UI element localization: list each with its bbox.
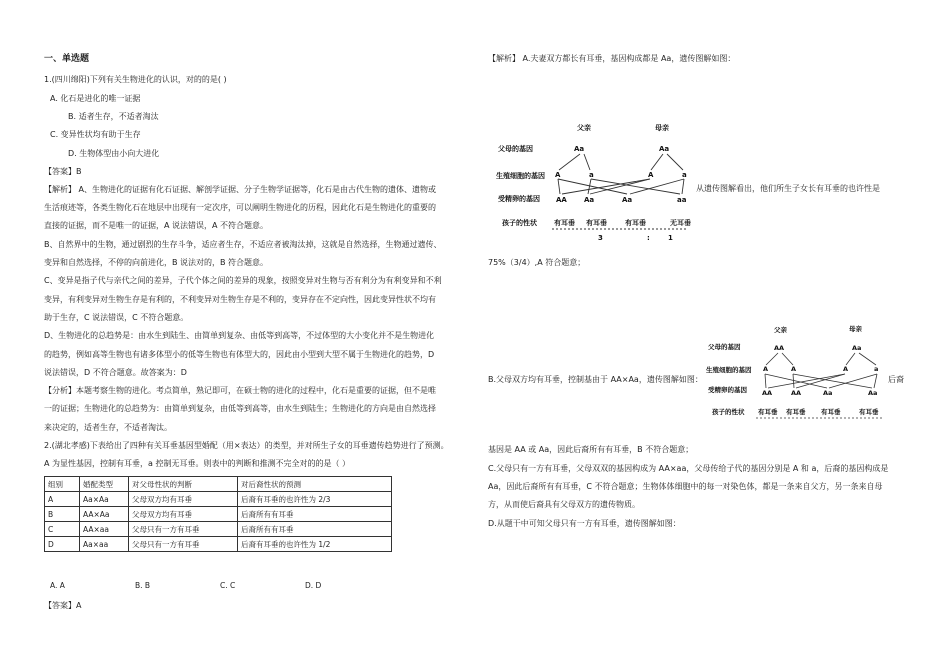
q2-choices: [50, 581, 390, 590]
b-text: B.父母双方均有耳垂，控制基由于 AA×Aa，遗传图解如图：: [488, 375, 703, 384]
q1-analysis-line: D、生物进化的总趋势是：由水生到陆生、由简单到复杂、由低等到高等，不过体型的大小变化并不是生物进化: [44, 331, 435, 340]
diagram-row-label: 父母的基因: [498, 145, 533, 153]
table-cell: 后裔所有有耳垂: [238, 507, 392, 522]
table-row: [45, 492, 392, 507]
table-cell: 父母双方均有耳垂: [129, 507, 238, 522]
diagram-gamete: A: [791, 365, 797, 373]
diagram-trait: 有耳垂: [859, 408, 879, 416]
table-header: 对父母性状的判断: [129, 477, 238, 492]
b-cont-text: 基因是 AA 或 Aa，因此后裔所有有耳垂，B 不符合题意；: [488, 445, 694, 454]
table-cell: 父母只有一方有耳垂: [129, 522, 238, 537]
table-cell: 父母只有一方有耳垂: [129, 537, 238, 552]
table-cell: 后裔所有有耳垂: [238, 522, 392, 537]
q1-answer: 【答案】B: [44, 167, 82, 176]
q1-stem: 1.(四川绵阳)下列有关生物进化的认识，对的的是( ): [44, 75, 227, 84]
table-header: 组别: [45, 477, 80, 492]
diagram-row-label: 生殖细胞的基因: [496, 172, 545, 180]
diagram-ratio: :: [647, 234, 650, 242]
table-cell: Aa×Aa: [80, 492, 129, 507]
c-text-line: 方，从而使后裔具有父母双方的遗传物质。: [488, 500, 640, 509]
diagram-mother-label: 母亲: [849, 325, 862, 333]
diagram-row-label: 孩子的性状: [502, 219, 537, 227]
diagram-zygote: AA: [556, 196, 567, 204]
diagram-zygote: AA: [791, 389, 802, 397]
q1-analysis-line: 直接的证据，而不是唯一的证据，A 说法错误，A 不符合题意。: [44, 221, 269, 230]
genetic-diagram-2: [706, 322, 886, 426]
diagram-trait: 有耳垂: [758, 408, 778, 416]
diagram-father-label: 父亲: [577, 124, 591, 132]
table-row: [45, 507, 392, 522]
table-cell: B: [45, 507, 80, 522]
diagram-gamete: a: [589, 171, 594, 179]
q2-stem: 2.(湖北孝感)下表给出了四种有关耳垂基因型婚配（用×表达）的类型，并对所生子女的耳垂遗传趋势进行了预测。: [44, 441, 449, 450]
genetic-diagram-1: [492, 118, 692, 246]
diagram-row-label: 孩子的性状: [712, 408, 745, 416]
a-side-text: 从遗传图解看出，他们所生子女长有耳垂的也许性是: [696, 184, 880, 193]
section-title: 一、单选题: [44, 54, 90, 64]
diagram-ratio: 1: [668, 234, 673, 242]
diagram-genotype: Aa: [574, 145, 585, 153]
diagram-trait: 有耳垂: [625, 219, 646, 227]
q1-analysis-line: C、变异是指子代与亲代之间的差异，子代个体之间的差异的现象，按照变异对生物与否有利分为有利变异和不利: [44, 276, 442, 285]
q1-analysis-line: 【分析】本题考察生物的进化。考点简单，熟记即可，在硕士物的进化的过程中，化石是重要的证据，但不是唯: [44, 386, 436, 395]
q1-analysis-line: 助于生存，C 说法错误，C 不符合题意。: [44, 313, 189, 322]
diagram-trait: 有耳垂: [786, 408, 806, 416]
diagram-trait: 有耳垂: [554, 219, 575, 227]
diagram-row-label: 受精卵的基因: [708, 386, 747, 394]
q1-analysis-line: 变异，有利变异对生物生存是有利的，不利变异对生物生存是不利的，变异存在不定向性，因此变异性状不均有: [44, 295, 436, 304]
diagram-ratio: 3: [598, 234, 603, 242]
table-row: [45, 537, 392, 552]
q1-option-c: C. 变异性状均有助于生存: [50, 130, 141, 139]
q1-analysis-line: 变异和自然选择，不停的向前进化，B 说法对的，B 符合题意。: [44, 258, 269, 267]
analysis-head: 【解析】 A.夫妻双方都长有耳垂，基因构成都是 Aa，遗传图解如图：: [488, 54, 736, 63]
diagram-gamete: A: [763, 365, 769, 373]
diagram-gamete: a: [874, 365, 879, 373]
diagram-mother-label: 母亲: [655, 124, 669, 132]
table-cell: 父母双方均有耳垂: [129, 492, 238, 507]
diagram-father-label: 父亲: [774, 326, 787, 334]
d-text: D.从题干中可知父母只有一方有耳垂，遗传图解如图：: [488, 519, 681, 528]
table-header: 对后裔性状的预测: [238, 477, 392, 492]
diagram-trait: 有耳垂: [821, 408, 841, 416]
diagram-row-label: 父母的基因: [708, 343, 741, 351]
q2-choice-d[interactable]: D. D: [305, 581, 322, 590]
diagram-row-label: 生殖细胞的基因: [706, 366, 752, 374]
table-cell: C: [45, 522, 80, 537]
diagram-trait: 无耳垂: [670, 219, 691, 227]
a-cont-text: 75%（3/4）,A 符合题意；: [488, 258, 586, 267]
c-text-line: Aa，因此后裔所有有耳垂，C 不符合题意；生物体体细胞中的每一对染色体，都是一条来自父方，另一条来自母: [488, 482, 883, 491]
diagram-zygote: AA: [762, 389, 773, 397]
diagram-zygote: Aa: [868, 389, 878, 397]
diagram-gamete: A: [843, 365, 849, 373]
c-text-line: C.父母只有一方有耳垂，父母双双的基因构成为 AA×aa，父母传给子代的基因分别是 A 和 a，后裔的基因构成是: [488, 464, 889, 473]
diagram-genotype: Aa: [659, 145, 670, 153]
b-after-text: 后裔: [888, 375, 904, 384]
table-header-row: [45, 477, 392, 492]
q1-analysis-line: B、自然界中的生物，通过剧烈的生存斗争，适应者生存，不适应者被淘汰掉，这就是自然选择，生物通过遗传、: [44, 240, 442, 249]
q2-choice-b[interactable]: B. B: [135, 581, 151, 590]
diagram-gamete: A: [555, 171, 561, 179]
diagram-row-label: 受精卵的基因: [498, 195, 540, 203]
diagram-zygote: Aa: [823, 389, 833, 397]
table-cell: A: [45, 492, 80, 507]
q1-analysis-line: 【解析】 A、生物进化的证据有化石证据、解剖学证据、分子生物学证据等，化石是由古代生物的遗体、遗物或: [44, 185, 437, 194]
table-cell: AA×Aa: [80, 507, 129, 522]
diagram-zygote: Aa: [622, 196, 633, 204]
table-cell: Aa×aa: [80, 537, 129, 552]
table-cell: 后裔有耳垂的也许性为 1/2: [238, 537, 392, 552]
diagram-gamete: A: [648, 171, 654, 179]
table-cell: AA×aa: [80, 522, 129, 537]
q1-analysis-line: 生活痕迹等，各类生物化石在地层中出现有一定次序，可以阐明生物进化的历程，因此化石是生物进化的重要的: [44, 203, 436, 212]
table-cell: D: [45, 537, 80, 552]
q1-option-d: D. 生物体型由小向大进化: [68, 149, 160, 158]
q2-answer: 【答案】A: [44, 601, 82, 610]
q1-analysis-line: 来决定的，适者生存，不适者淘汰。: [44, 423, 172, 432]
diagram-gamete: a: [682, 171, 687, 179]
table-row: [45, 522, 392, 537]
diagram-zygote: aa: [677, 196, 687, 204]
diagram-genotype: AA: [774, 344, 785, 352]
q2-choice-c[interactable]: C. C: [220, 581, 236, 590]
diagram-zygote: Aa: [584, 196, 595, 204]
q1-analysis-line: 说法错误，D 不符合题意。故答案为：D: [44, 368, 187, 377]
q1-analysis-line: 一的证据；生物进化的总趋势为：由简单到复杂，由低等到高等，由水生到陆生；生物进化的方向是由自然选择: [44, 404, 436, 413]
table-header: 婚配类型: [80, 477, 129, 492]
diagram-trait: 有耳垂: [586, 219, 607, 227]
diagram-genotype: Aa: [852, 344, 862, 352]
q1-analysis-line: 的趋势，例如高等生物也有诸多体型小的低等生物也有体型大的，因此由小型到大型不属于生物进化的趋势，D: [44, 350, 435, 359]
q1-option-a: A. 化石是进化的唯一证据: [50, 94, 141, 103]
q2-choice-a[interactable]: A. A: [50, 581, 65, 590]
genotype-table: [44, 476, 392, 552]
q2-stem: A 为显性基因，控制有耳垂，a 控制无耳垂。则表中的判断和推测不完全对的的是（ ）: [44, 459, 351, 468]
q1-option-b: B. 适者生存，不适者淘汰: [68, 112, 159, 121]
table-cell: 后裔有耳垂的也许性为 2/3: [238, 492, 392, 507]
